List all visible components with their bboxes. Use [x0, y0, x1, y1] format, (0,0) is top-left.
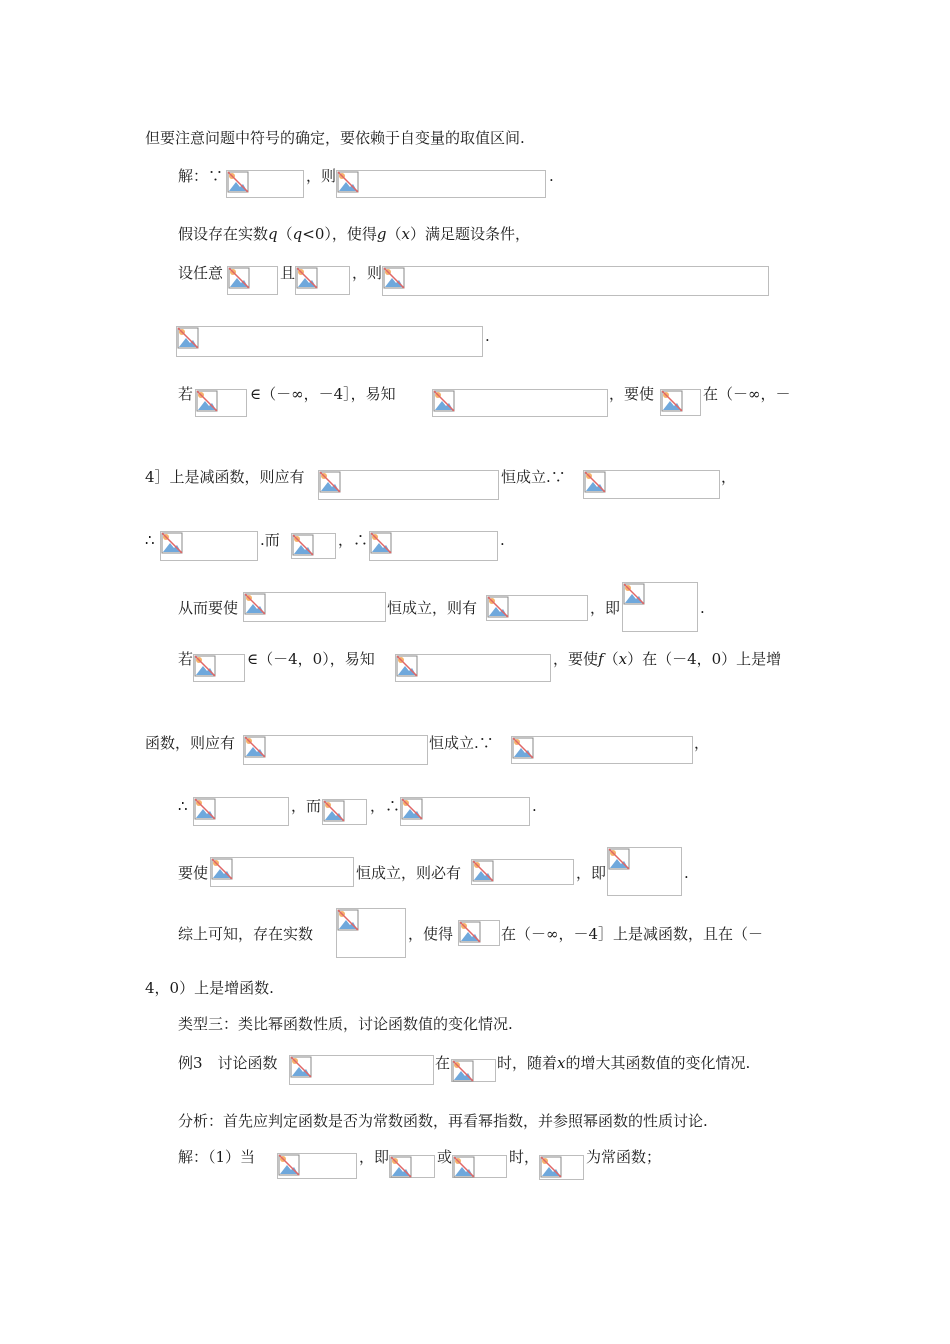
formula-image [336, 908, 406, 958]
broken-image-icon [452, 1060, 474, 1082]
text-line: 若 [178, 650, 194, 668]
text-line: 时，随着x的增大其函数值的变化情况. [497, 1054, 751, 1072]
text-line: 恒成立.∵ [429, 734, 494, 752]
text-line: 假设存在实数q（q<0），使得g（x）满足题设条件， [178, 225, 530, 243]
text-line: 恒成立.∵ [501, 468, 566, 486]
text-line: ，使得 [408, 925, 454, 943]
formula-image [452, 1155, 507, 1178]
broken-image-icon [228, 267, 250, 289]
text-line: ∴ [145, 531, 155, 549]
formula-image [395, 654, 551, 682]
text-line: 要使 [178, 864, 209, 882]
text-line: 4，0）上是增函数. [145, 979, 274, 997]
text-line: 4］上是减函数，则应有 [145, 468, 305, 486]
text-line: . [500, 531, 505, 549]
text-line: ，即 [590, 599, 621, 617]
formula-image [400, 797, 530, 826]
broken-image-icon [211, 858, 233, 880]
formula-image [227, 266, 278, 295]
broken-image-icon [278, 1154, 300, 1176]
text-line: 或 [437, 1148, 453, 1166]
text-line: 例3 讨论函数 [178, 1054, 278, 1072]
formula-image [622, 582, 698, 632]
text-line: 从而要使 [178, 599, 239, 617]
formula-image [226, 170, 304, 198]
text-line: ，即 [359, 1148, 390, 1166]
broken-image-icon [196, 390, 218, 412]
text-line: 且 [280, 264, 296, 282]
formula-image [336, 170, 546, 198]
text-line: 恒成立，则必有 [356, 864, 462, 882]
formula-image [369, 531, 498, 561]
formula-image [322, 799, 367, 825]
broken-image-icon [292, 534, 314, 556]
broken-image-icon [337, 909, 359, 931]
text-line: 若 [178, 385, 194, 403]
formula-image [289, 1055, 434, 1085]
broken-image-icon [323, 800, 345, 822]
broken-image-icon [661, 390, 683, 412]
broken-image-icon [227, 171, 249, 193]
text-line: ∴ [178, 797, 188, 815]
formula-image [193, 654, 245, 682]
formula-image [471, 859, 574, 885]
text-line: . [549, 167, 554, 185]
formula-image [291, 533, 336, 559]
text-line: 为常函数； [586, 1148, 662, 1166]
broken-image-icon [472, 860, 494, 882]
text-line: 恒成立，则有 [387, 599, 478, 617]
text-line: ， [721, 468, 737, 486]
broken-image-icon [433, 390, 455, 412]
broken-image-icon [244, 593, 266, 615]
text-line: 在（－∞，－ [703, 385, 791, 403]
text-line: 类型三：类比幂函数性质，讨论函数值的变化情况. [178, 1015, 513, 1033]
formula-image [583, 470, 720, 499]
broken-image-icon [487, 596, 509, 618]
formula-image [176, 326, 483, 357]
formula-image [486, 595, 588, 621]
formula-image [511, 736, 693, 764]
formula-image [193, 797, 289, 826]
broken-image-icon [337, 171, 359, 193]
text-line: ∈（－4，0），易知 [247, 650, 375, 668]
text-line: 解：（1）当 [178, 1148, 256, 1166]
formula-image [243, 735, 428, 765]
text-line: ，而 [291, 797, 322, 815]
text-line: . [485, 327, 490, 345]
formula-image [195, 389, 247, 417]
formula-image [458, 920, 500, 946]
text-line: . [532, 797, 537, 815]
formula-image [277, 1153, 357, 1179]
text-line: 在（－∞，－4］上是减函数，且在（－ [501, 925, 764, 943]
broken-image-icon [608, 848, 630, 870]
text-line: . [700, 599, 705, 617]
broken-image-icon [459, 921, 481, 943]
text-line: ，则 [352, 264, 383, 282]
formula-image [389, 1155, 435, 1178]
text-line: 函数，则应有 [145, 734, 236, 752]
broken-image-icon [383, 267, 405, 289]
formula-image [660, 389, 701, 416]
broken-image-icon [584, 471, 606, 493]
text-line: 分析：首先应判定函数是否为常数函数，再看幂指数，并参照幂函数的性质讨论. [178, 1112, 708, 1130]
broken-image-icon [540, 1156, 562, 1178]
broken-image-icon [290, 1056, 312, 1078]
text-line: 时， [509, 1148, 540, 1166]
formula-image [295, 266, 350, 295]
text-line: 设任意 [178, 264, 224, 282]
formula-image [210, 857, 354, 887]
broken-image-icon [623, 583, 645, 605]
broken-image-icon [296, 267, 318, 289]
broken-image-icon [512, 737, 534, 759]
broken-image-icon [390, 1156, 412, 1178]
text-line: .而 [260, 531, 280, 549]
text-line: ，要使 [609, 385, 655, 403]
formula-image [318, 470, 499, 500]
formula-image [382, 266, 769, 296]
broken-image-icon [396, 655, 418, 677]
text-line: ， [694, 734, 710, 752]
formula-image [607, 847, 682, 896]
text-line: ，则 [306, 167, 337, 185]
formula-image [539, 1155, 584, 1180]
broken-image-icon [370, 532, 392, 554]
text-line: ，∴ [338, 531, 369, 549]
formula-image [432, 389, 608, 417]
broken-image-icon [401, 798, 423, 820]
text-line: . [684, 864, 689, 882]
text-line: ，即 [576, 864, 607, 882]
text-line: ，∴ [370, 797, 401, 815]
text-line: 解：∵ [178, 167, 224, 185]
formula-image [160, 531, 258, 561]
broken-image-icon [194, 798, 216, 820]
text-line: 在 [435, 1054, 451, 1072]
broken-image-icon [244, 736, 266, 758]
text-line: ∈（－∞，－4］，易知 [250, 385, 396, 403]
text-line: ，要使f（x）在（－4，0）上是增 [553, 650, 782, 668]
broken-image-icon [177, 327, 199, 349]
broken-image-icon [194, 655, 216, 677]
broken-image-icon [319, 471, 341, 493]
formula-image [243, 592, 386, 622]
text-line: 综上可知，存在实数 [178, 925, 314, 943]
formula-image [451, 1059, 496, 1082]
broken-image-icon [453, 1156, 475, 1178]
text-line: 但要注意问题中符号的确定，要依赖于自变量的取值区间. [145, 129, 525, 147]
broken-image-icon [161, 532, 183, 554]
